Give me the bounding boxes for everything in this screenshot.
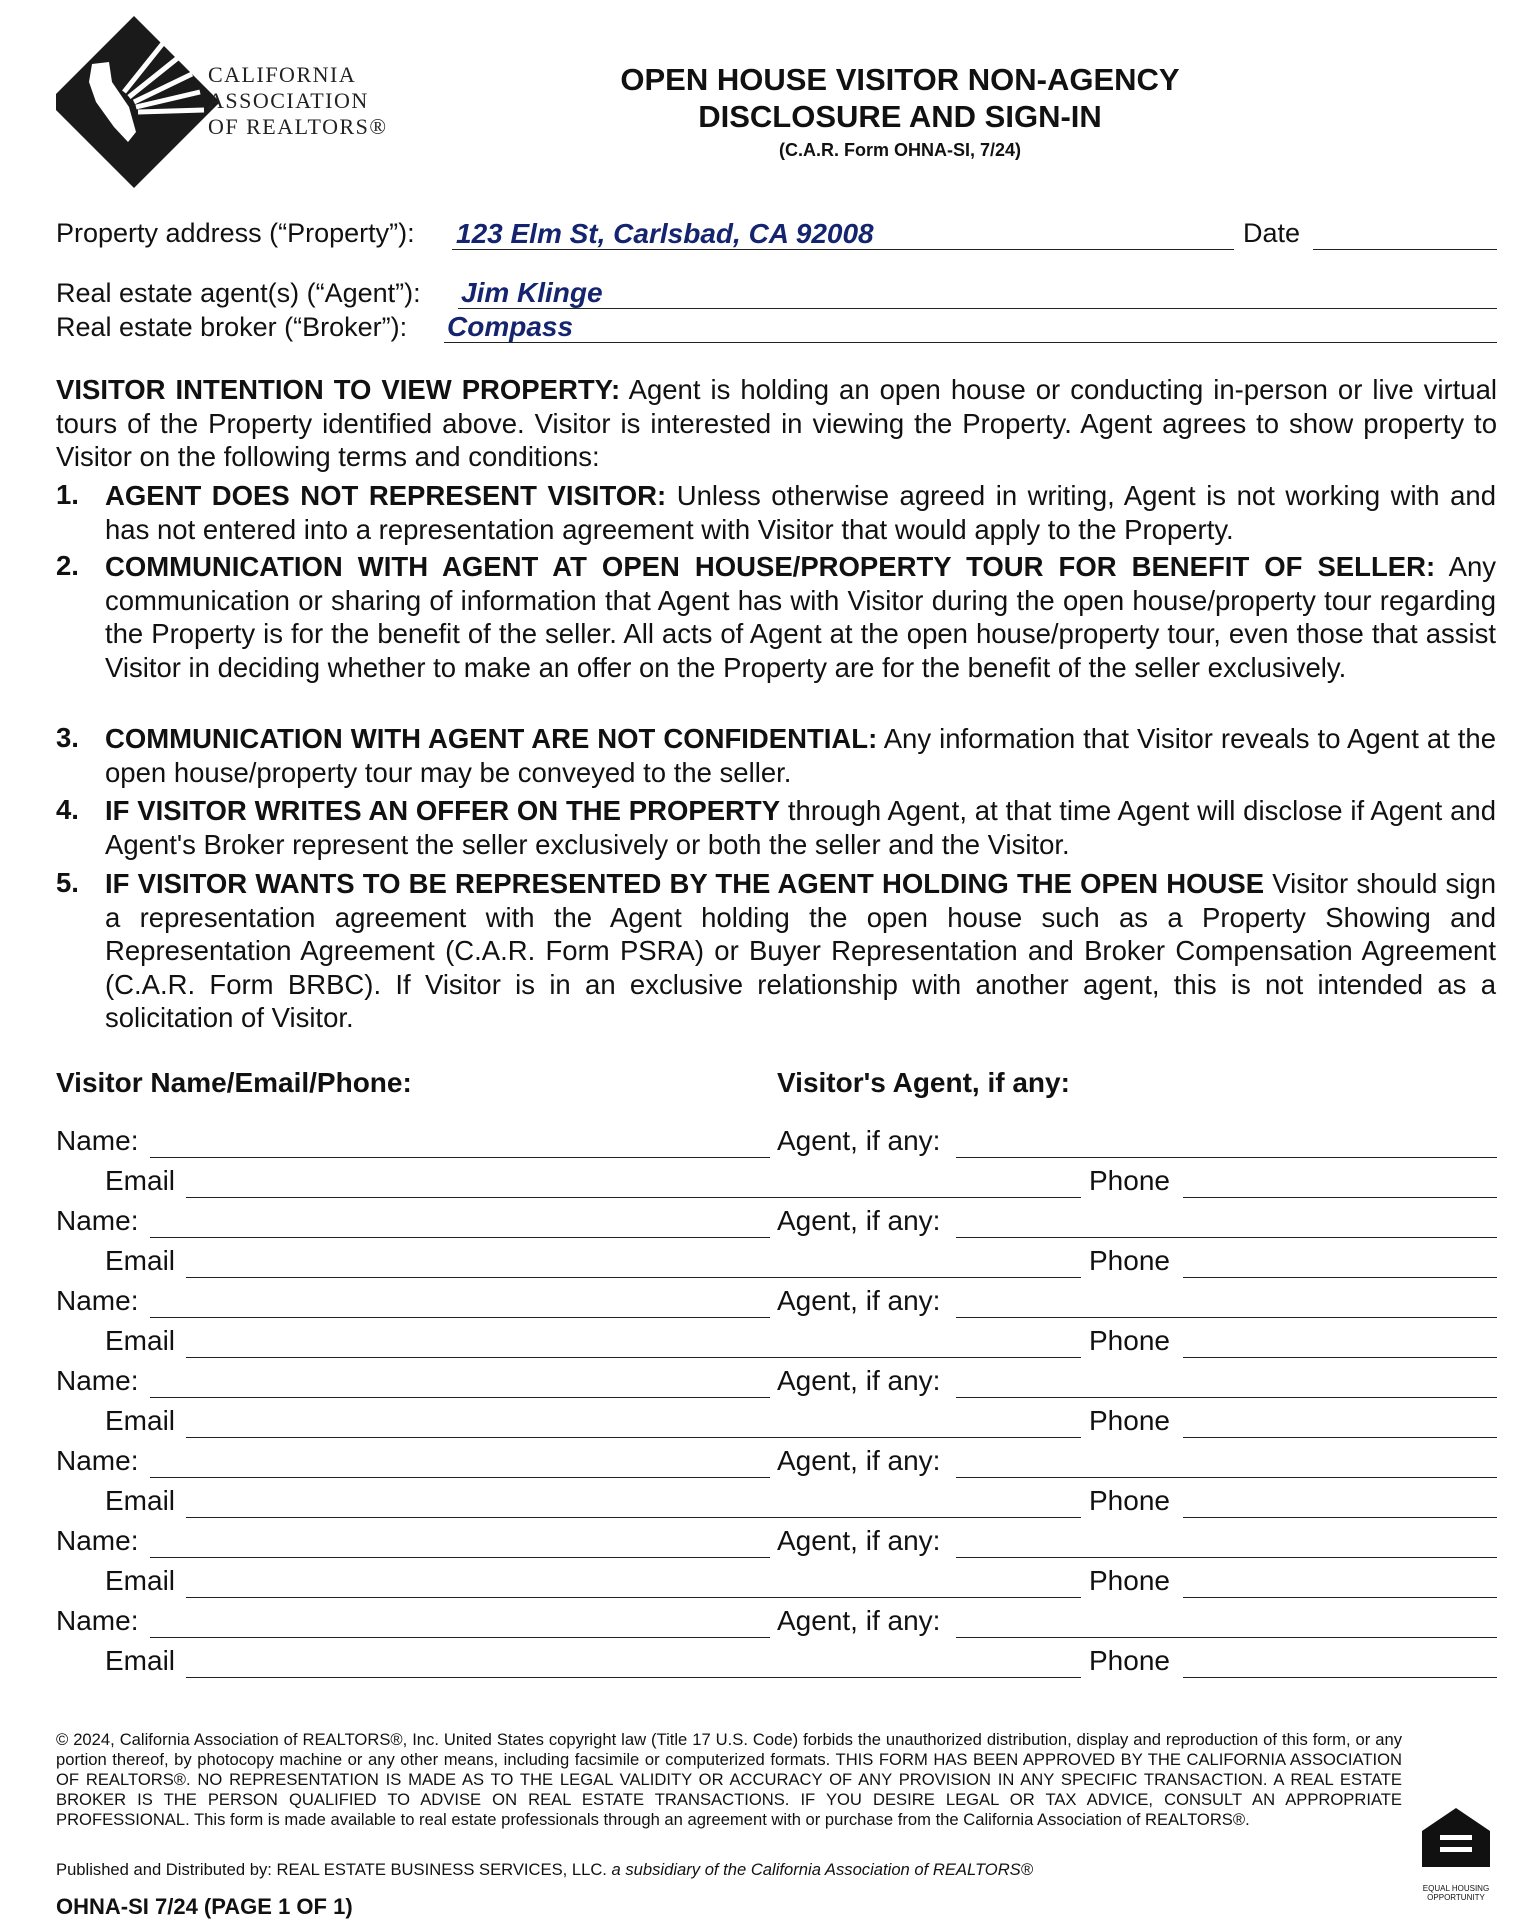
name-label: Name: xyxy=(56,1125,139,1156)
equal-housing-label: EQUAL HOUSING OPPORTUNITY xyxy=(1422,1884,1490,1902)
phone-label: Phone xyxy=(1089,1325,1170,1356)
intro-heading: VISITOR INTENTION TO VIEW PROPERTY: xyxy=(56,374,621,405)
form-id: OHNA-SI 7/24 (PAGE 1 OF 1) xyxy=(56,1894,353,1919)
intro-paragraph xyxy=(56,373,1497,474)
visitor-name-field[interactable] xyxy=(150,1397,770,1398)
term-heading: IF VISITOR WRITES AN OFFER ON THE PROPERTY xyxy=(105,795,781,826)
email-label: Email xyxy=(105,1645,176,1676)
property-address-label: Property address (“Property”): xyxy=(56,218,415,248)
agent-label: Agent, if any: xyxy=(777,1285,941,1316)
term-number: 3. xyxy=(56,722,79,753)
name-label: Name: xyxy=(56,1205,139,1236)
form-title-line2: DISCLOSURE AND SIGN-IN xyxy=(698,99,1102,134)
equal-housing-icon xyxy=(1420,1805,1492,1885)
term-item xyxy=(56,867,1496,1035)
visitor-agent-field[interactable] xyxy=(956,1397,1497,1398)
term-heading: COMMUNICATION WITH AGENT AT OPEN HOUSE/PROPERTY TOUR FOR BENEFIT OF SELLER: xyxy=(105,551,1436,582)
visitor-phone-field[interactable] xyxy=(1183,1517,1497,1518)
term-item xyxy=(56,722,1496,789)
visitor-agent-field[interactable] xyxy=(956,1637,1497,1638)
name-label: Name: xyxy=(56,1525,139,1556)
agent-label: Agent, if any: xyxy=(777,1125,941,1156)
name-label: Name: xyxy=(56,1445,139,1476)
visitor-agent-field[interactable] xyxy=(956,1557,1497,1558)
visitor-email-field[interactable] xyxy=(186,1357,1081,1358)
phone-label: Phone xyxy=(1089,1245,1170,1276)
term-text: Visitor should sign a representation agreement with the Agent holding the open house such as a Property Showing and Representation Agreement (C.A.R. Form PSRA) or Buyer Representation and Broker Compensation Agreement (C.A.R. Form BRBC). If Visitor is in an exclusive relationship with another agent, this is not intended as a solicitation of Visitor. xyxy=(105,868,1496,1033)
visitor-name-field[interactable] xyxy=(150,1557,770,1558)
name-label: Name: xyxy=(56,1285,139,1316)
org-name-line: OF REALTORS® xyxy=(208,114,388,139)
phone-label: Phone xyxy=(1089,1405,1170,1436)
term-heading: AGENT DOES NOT REPRESENT VISITOR: xyxy=(105,480,667,511)
date-line[interactable] xyxy=(1313,249,1497,250)
visitor-email-field[interactable] xyxy=(186,1517,1081,1518)
agent-label: Agent, if any: xyxy=(777,1525,941,1556)
term-number: 1. xyxy=(56,479,79,510)
email-label: Email xyxy=(105,1325,176,1356)
visitor-name-field[interactable] xyxy=(150,1477,770,1478)
form-title: OPEN HOUSE VISITOR NON-AGENCY xyxy=(620,62,1180,97)
visitor-name-field[interactable] xyxy=(150,1237,770,1238)
term-number: 2. xyxy=(56,550,79,581)
agent-line xyxy=(458,308,1497,309)
visitor-email-field[interactable] xyxy=(186,1197,1081,1198)
term-number: 5. xyxy=(56,867,79,898)
publisher-subsidiary: a subsidiary of the California Association of REALTORS® xyxy=(611,1860,1033,1879)
visitor-agent-field[interactable] xyxy=(956,1237,1497,1238)
term-text: through Agent, at that time Agent will disclose if Agent and Agent's Broker represent the seller exclusively or both the seller and the Visitor. xyxy=(105,795,1496,860)
visitor-email-field[interactable] xyxy=(186,1277,1081,1278)
agent-label: Agent, if any: xyxy=(777,1605,941,1636)
email-label: Email xyxy=(105,1485,176,1516)
term-item xyxy=(56,794,1496,861)
visitor-agent-field[interactable] xyxy=(956,1317,1497,1318)
phone-label: Phone xyxy=(1089,1565,1170,1596)
visitor-phone-field[interactable] xyxy=(1183,1437,1497,1438)
term-text: Any communication or sharing of information that Agent has with Visitor during the open house/property tour regarding the Property is for the benefit of the seller. All acts of Agent at the open house/property tour, even those that assist Visitor in deciding whether to make an offer on the Property are for the benefit of the seller exclusively. xyxy=(105,551,1496,683)
visitor-name-field[interactable] xyxy=(150,1157,770,1158)
date-label: Date xyxy=(1243,218,1301,248)
intro-text: Agent is holding an open house or conducting in-person or live virtual tours of the Property identified above. Visitor is interested in viewing the Property. Agent agrees to show property to Visitor on the following terms and conditions: xyxy=(56,374,1497,472)
visitor-phone-field[interactable] xyxy=(1183,1357,1497,1358)
property-address-value[interactable]: 123 Elm St, Carlsbad, CA 92008 xyxy=(456,218,874,249)
term-text: Unless otherwise agreed in writing, Agent is not working with and has not entered into a representation agreement with Visitor that would apply to the Property. xyxy=(105,480,1496,545)
agent-label: Agent, if any: xyxy=(777,1365,941,1396)
visitor-email-field[interactable] xyxy=(186,1437,1081,1438)
visitor-phone-field[interactable] xyxy=(1183,1597,1497,1598)
publisher-name: Published and Distributed by: REAL ESTATE BUSINESS SERVICES, LLC. xyxy=(56,1860,607,1879)
visitor-email-field[interactable] xyxy=(186,1677,1081,1678)
phone-label: Phone xyxy=(1089,1485,1170,1516)
visitor-agent-field[interactable] xyxy=(956,1157,1497,1158)
phone-label: Phone xyxy=(1089,1165,1170,1196)
broker-label: Real estate broker (“Broker”): xyxy=(56,312,408,342)
visitor-name-field[interactable] xyxy=(150,1637,770,1638)
broker-line xyxy=(444,342,1497,343)
term-text: Any information that Visitor reveals to Agent at the open house/property tour may be conveyed to the seller. xyxy=(105,723,1496,788)
agent-value[interactable]: Jim Klinge xyxy=(461,277,603,308)
email-label: Email xyxy=(105,1245,176,1276)
phone-label: Phone xyxy=(1089,1645,1170,1676)
visitors-agent-section-heading: Visitor's Agent, if any: xyxy=(777,1067,1070,1098)
agent-label: Agent, if any: xyxy=(777,1205,941,1236)
visitor-phone-field[interactable] xyxy=(1183,1677,1497,1678)
visitor-name-field[interactable] xyxy=(150,1317,770,1318)
visitor-phone-field[interactable] xyxy=(1183,1277,1497,1278)
visitor-email-field[interactable] xyxy=(186,1597,1081,1598)
form-reference: (C.A.R. Form OHNA-SI, 7/24) xyxy=(778,140,1022,160)
email-label: Email xyxy=(105,1565,176,1596)
email-label: Email xyxy=(105,1165,176,1196)
name-label: Name: xyxy=(56,1365,139,1396)
copyright-notice: © 2024, California Association of REALTORS®, Inc. United States copyright law (Title 17 U.S. Code) forbids the unauthorized distribution, display and reproduction of this form, or any portion thereof, by photocopy machine or any other means, including facsimile or computerized formats. THIS FORM HAS BEEN APPROVED BY THE CALIFORNIA ASSOCIATION OF REALTORS®. NO REPRESENTATION IS MADE AS TO THE LEGAL VALIDITY OR ACCURACY OF ANY PROVISION IN ANY SPECIFIC TRANSACTION. A REAL ESTATE BROKER IS THE PERSON QUALIFIED TO ADVISE ON REAL ESTATE TRANSACTIONS. IF YOU DESIRE LEGAL OR TAX ADVICE, CONSULT AN APPROPRIATE PROFESSIONAL. This form is made available to real estate professionals through an agreement with or purchase from the California Association of REALTORS®. xyxy=(56,1730,1402,1829)
term-heading: COMMUNICATION WITH AGENT ARE NOT CONFIDENTIAL: xyxy=(105,723,878,754)
visitor-phone-field[interactable] xyxy=(1183,1197,1497,1198)
visitor-agent-field[interactable] xyxy=(956,1477,1497,1478)
term-item xyxy=(56,550,1496,684)
broker-value[interactable]: Compass xyxy=(447,311,574,342)
org-name xyxy=(208,62,388,140)
agent-label: Agent, if any: xyxy=(777,1445,941,1476)
term-number: 4. xyxy=(56,794,79,825)
visitor-section-heading: Visitor Name/Email/Phone: xyxy=(56,1067,412,1098)
term-heading: IF VISITOR WANTS TO BE REPRESENTED BY THE AGENT HOLDING THE OPEN HOUSE xyxy=(105,868,1265,899)
org-name-line: ASSOCIATION xyxy=(208,88,369,113)
name-label: Name: xyxy=(56,1605,139,1636)
email-label: Email xyxy=(105,1405,176,1436)
org-name-line: CALIFORNIA xyxy=(208,62,357,87)
agent-label: Real estate agent(s) (“Agent”): xyxy=(56,278,421,308)
publisher-line xyxy=(56,1860,1033,1880)
term-item xyxy=(56,479,1496,546)
